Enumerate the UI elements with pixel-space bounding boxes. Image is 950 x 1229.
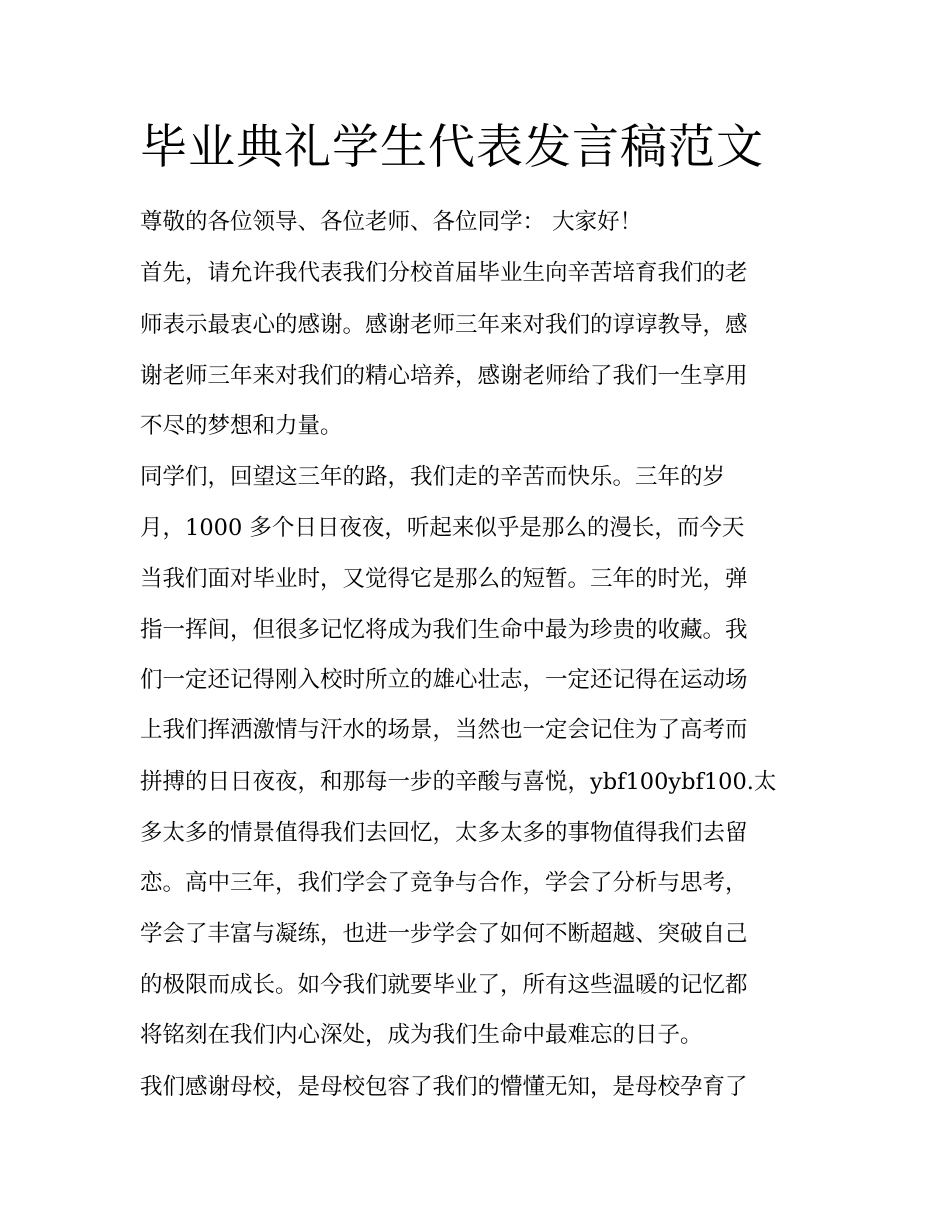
text-line: 们一定还记得刚入校时所立的雄心壮志，一定还记得在运动场 xyxy=(140,667,748,693)
text-line-salutation: 尊敬的各位领导、各位老师、各位同学： 大家好！ xyxy=(140,209,643,235)
text-line: 师表示最衷心的感谢。感谢老师三年来对我们的谆谆教导，感 xyxy=(140,312,748,338)
text-line: 的极限而成长。如今我们就要毕业了，所有这些温暖的记忆都 xyxy=(140,972,748,998)
text-line: 同学们，回望这三年的路，我们走的辛苦而快乐。三年的岁 xyxy=(140,464,726,490)
text-line: 指一挥间，但很多记忆将成为我们生命中最为珍贵的收藏。我 xyxy=(140,617,748,643)
text-line: 我们感谢母校，是母校包容了我们的懵懂无知，是母校孕育了 xyxy=(140,1074,748,1100)
text-line: 不尽的梦想和力量。 xyxy=(140,413,343,439)
text-line: 多太多的情景值得我们去回忆，太多太多的事物值得我们去留 xyxy=(140,820,748,846)
document-title: 毕业典礼学生代表发言稿范文 xyxy=(140,120,764,175)
text-line: 当我们面对毕业时，又觉得它是那么的短暂。三年的时光，弹 xyxy=(140,566,748,592)
text-line: 拼搏的日日夜夜，和那每一步的辛酸与喜悦，ybf100ybf100.太 xyxy=(140,769,777,795)
text-line: 谢老师三年来对我们的精心培养，感谢老师给了我们一生享用 xyxy=(140,363,748,389)
text-line: 首先，请允许我代表我们分校首届毕业生向辛苦培育我们的老 xyxy=(140,260,748,286)
text-line: 恋。高中三年，我们学会了竞争与合作，学会了分析与思考， xyxy=(140,870,748,896)
text-line: 将铭刻在我们内心深处，成为我们生命中最难忘的日子。 xyxy=(140,1022,703,1048)
text-line: 学会了丰富与凝练，也进一步学会了如何不断超越、突破自己 xyxy=(140,921,748,947)
text-line: 月，1000 多个日日夜夜，听起来似乎是那么的漫长，而今天 xyxy=(140,515,745,541)
text-line: 上我们挥洒激情与汗水的场景，当然也一定会记住为了高考而 xyxy=(140,717,748,743)
